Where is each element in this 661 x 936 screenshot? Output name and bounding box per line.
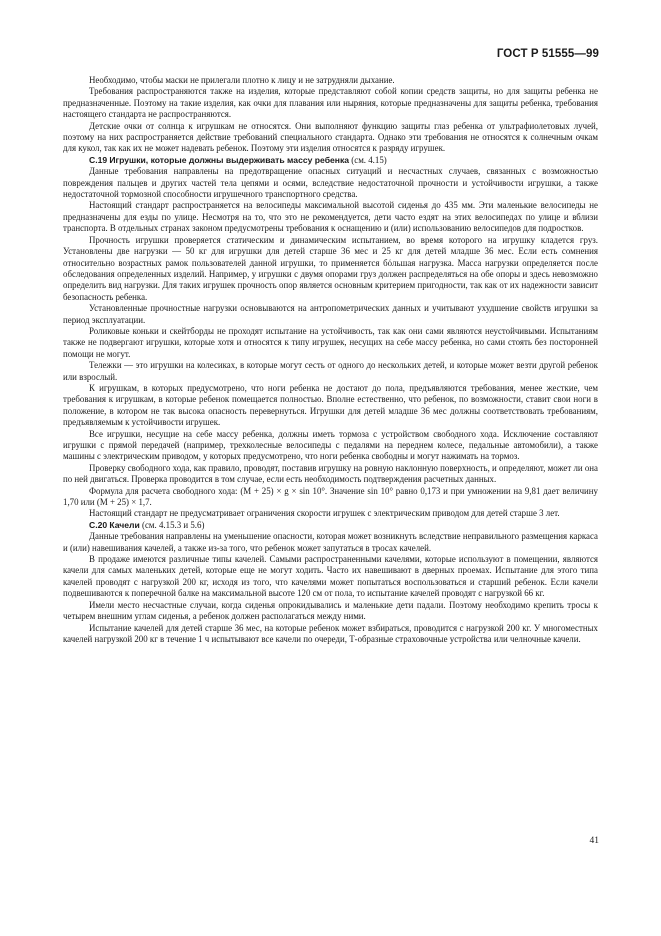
paragraph: Установленные прочностные нагрузки основываются на антропометрических данных и учитывают ухудшение свойств игрушки за период эксплуатации.: [63, 303, 598, 325]
paragraph: Все игрушки, несущие на себе массу ребенка, должны иметь тормоза с устройством свободного хода. Исключение составляют игрушки с прямой передачей (например, трехколесные велосипеды с педалями на переднем колесе, педальные автомобили), а также машины с электрическим приводом, у которых предусмотрено, что ноги ребенка свободны и могут нажимать на тормоз.: [63, 428, 598, 462]
section-heading-c20: [63, 520, 598, 531]
paragraph: Роликовые коньки и скейтборды не проходят испытание на устойчивость, так как они сами являются неустойчивыми. Испытаниям также не подвергают игрушки, которые хотя и относятся к типу игрушек, несущих на себе массу ребенка, но сами стоять без посторонней помощи не могут.: [63, 325, 598, 359]
section-number: С.19: [89, 154, 108, 165]
formula-paragraph: Формула для расчета свободного хода: (M + 25) × g × sin 10°. Значение sin 10° равно 0,173 и при умножении на 9,81 дает величину 1,70 или (M + 25) × 1,7.: [63, 485, 598, 508]
paragraph: Испытание качелей для детей старше 36 мес, на которые ребенок может взбираться, проводится с нагрузкой 200 кг. У многоместных качелей нагрузкой 200 кг в течение 1 ч испытывают все качели по очереди, Т-образные страховочные устройства или челночные качели.: [63, 622, 598, 644]
paragraph: Имели место несчастные случаи, когда сиденья опрокидывались и маленькие дети падали. Поэтому необходимо крепить тросы к четырем внешним углам сиденья, а ребенок должен располагаться между ними.: [63, 599, 598, 622]
section-title: Игрушки, которые должны выдерживать массу ребенка: [109, 154, 350, 165]
section-reference: (см. 4.15.3 и 5.6): [142, 519, 205, 530]
paragraph: В продаже имеются различные типы качелей. Самыми распространенными качелями, которые используют в помещении, являются качели для самых маленьких детей, которые еще не могут ходить. Часто их навешивают в дверных проемах. Испытание для этого типа качелей проводят с нагрузкой 200 кг, исходя из того, что качелями может попытаться воспользоваться и старший ребенок. Если качели подвешиваются к поперечной балке на максимальной высоте 120 см от пола, то испытание качелей проводят с нагрузкой 66 кг.: [63, 554, 598, 599]
paragraph: Настоящий стандарт не предусматривает ограничения скорости игрушек с электрическим приводом для детей старше 3 лет.: [89, 508, 560, 519]
page-number: 41: [589, 836, 599, 846]
paragraph: Данные требования направлены на предотвращение опасных ситуаций и несчастных случаев, связанных с возможностью повреждения пальцев и других частей тела цепями и осями, вследствие недостаточной прочности и устойчивости игрушки, а также недостаточной тормозной способности игрушечного транспортного средства.: [63, 166, 598, 200]
paragraph: Прочность игрушки проверяется статическим и динамическим испытанием, во время которого на игрушку кладется груз. Установлены две нагрузки — 50 кг для игрушки для детей старше 36 мес и 25 кг для детей младше 36 мес. Если есть сомнения относительно возрастных рамок пользователей данной игрушки, то применяется бόльшая нагрузка. Масса нагрузки определяется после обследования определенных изделий. Например, у игрушки с двумя опорами груз должен распределяться на обе опоры и здесь невозможно определить вид нагрузки. Для таких игрушек прочность опор является основным критерием пригодности, так как от их надежности зависит безопасность ребенка.: [63, 234, 598, 302]
paragraph: Тележки — это игрушки на колесиках, в которые могут сесть от одного до нескольких детей, и которые может везти другой ребенок или взрослый.: [63, 360, 598, 382]
paragraph: Настоящий стандарт распространяется на велосипеды максимальной высотой сиденья до 435 мм. Эти маленькие велосипеды не предназначены для езды по улице. Несмотря на то, что это не рекомендуется, дети часто ездят на этих велосипедах по улице и вблизи транспорта. В отдельных странах законом предусмотрены требования к оснащению и (или) использованию велосипедов для подростков.: [63, 200, 598, 234]
paragraph: Проверку свободного хода, как правило, проводят, поставив игрушку на ровную наклонную поверхность, и определяют, может ли она по ней двигаться. Проверка проводится в том случае, если есть необходимость подтверждения расчетных данных.: [63, 462, 598, 485]
paragraph: Требования распространяются также на изделия, которые представляют собой копии средств защиты, но для защиты ребенка не предназначенные. Поэтому на такие изделия, как очки для плавания или ныряния, которые предназначены для защиты ребенка, требования настоящего стандарта не распространяются.: [63, 86, 598, 120]
standard-header: ГОСТ Р 51555—99: [496, 48, 599, 60]
paragraph: Детские очки от солнца к игрушкам не относятся. Они выполняют функцию защиты глаз ребенка от ультрафиолетовых лучей, поэтому на них распространяется действие требований специального стандарта. Однако эти требования не относятся к солнечным очкам для кукол, так как их не может надевать ребенок. Поэтому эти изделия относятся к разряду игрушек.: [63, 120, 598, 154]
section-number: С.20: [89, 519, 108, 530]
paragraph: Данные требования направлены на уменьшение опасности, которая может возникнуть вследствие неправильного размещения каркаса и (или) навешивания качелей, а также из-за того, что ребенок может запутаться в тросах качелей.: [63, 531, 598, 553]
section-reference: (см. 4.15): [351, 154, 387, 165]
paragraph: К игрушкам, в которых предусмотрено, что ноги ребенка не достают до пола, предъявляются требования, менее жесткие, чем требования к игрушкам, в которые ребенок помещается полностью. Вполне естественно, что ребенок, по возможности, ставит свои ноги в положение, в котором не так высока опасность перевернуться. Игрушки для детей младше 36 мес должны соответствовать требованиям, предъявляемым к устойчивости игрушек.: [63, 382, 598, 428]
section-heading-c19: [63, 155, 598, 166]
section-title: Качели: [109, 519, 140, 530]
document-body: [63, 75, 598, 645]
paragraph: Необходимо, чтобы маски не прилегали плотно к лицу и не затрудняли дыхание.: [89, 75, 395, 85]
